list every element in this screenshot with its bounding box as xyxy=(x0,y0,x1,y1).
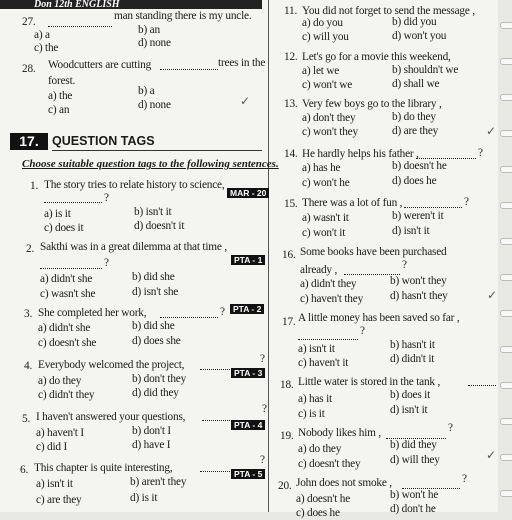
question-mark: ? xyxy=(260,353,265,365)
question-text: Little water is stored in the tank , xyxy=(298,376,441,388)
option-a[interactable]: a) isn't it xyxy=(36,478,73,490)
option-b[interactable]: b) an xyxy=(138,24,160,36)
answer-blank xyxy=(468,376,496,390)
exam-badge: PTA - 4 xyxy=(231,420,265,430)
option-a[interactable]: a) didn't she xyxy=(40,273,93,285)
pencil-tick-mark: ✓ xyxy=(486,448,497,462)
question-text: John does not smoke , xyxy=(296,477,392,489)
question-text-cont: trees in the xyxy=(218,57,266,69)
question-number: 2. xyxy=(26,243,35,255)
exam-badge: PTA - 1 xyxy=(231,255,265,265)
option-d[interactable]: d) is it xyxy=(130,492,158,504)
question-mark: ? xyxy=(360,325,365,337)
option-a[interactable]: a) wasn't it xyxy=(302,212,349,224)
question-mark: ? xyxy=(104,192,109,204)
option-c[interactable]: c) wasn't she xyxy=(40,288,96,300)
answer-blank xyxy=(298,330,358,344)
option-b[interactable]: b) won't he xyxy=(390,489,439,501)
option-d[interactable]: d) are they xyxy=(392,125,439,137)
question-mark: ? xyxy=(478,147,483,159)
option-d[interactable]: d) didn't it xyxy=(390,353,435,365)
question-number: 28. xyxy=(22,63,36,75)
question-text-cont: already , xyxy=(300,264,338,276)
option-a[interactable]: a) isn't it xyxy=(298,343,335,355)
option-d[interactable]: d) isn't it xyxy=(392,225,430,237)
option-c[interactable]: c) did I xyxy=(36,441,68,453)
option-c[interactable]: c) doesn't she xyxy=(38,337,97,349)
question-mark: ? xyxy=(104,257,109,269)
question-number: 17. xyxy=(282,316,296,328)
binder-hole xyxy=(500,238,512,245)
question-number: 16. xyxy=(282,249,296,261)
option-c[interactable]: c) an xyxy=(48,104,70,116)
option-d[interactable]: d) don't he xyxy=(390,503,436,515)
option-a[interactable]: a) didn't she xyxy=(38,322,91,334)
option-b[interactable]: b) weren't it xyxy=(392,210,444,222)
option-d[interactable]: d) does she xyxy=(132,335,181,347)
option-c[interactable]: c) haven't they xyxy=(300,293,364,305)
option-b[interactable]: b) did you xyxy=(392,16,437,28)
answer-blank xyxy=(40,259,102,273)
question-text: Woodcutters are cutting xyxy=(48,59,152,71)
option-c[interactable]: c) won't they xyxy=(302,126,358,138)
question-number: 18. xyxy=(280,379,294,391)
question-text: Everybody welcomed the project, xyxy=(38,359,185,371)
option-a[interactable]: a) didn't they xyxy=(300,278,357,290)
binder-hole xyxy=(500,166,512,173)
question-mark: ? xyxy=(462,473,467,485)
binder-hole xyxy=(500,202,512,209)
pencil-tick-mark: ✓ xyxy=(486,124,497,138)
question-mark: ? xyxy=(402,259,407,271)
question-number: 15. xyxy=(284,198,298,210)
question-text: You did not forget to send the message , xyxy=(302,5,475,17)
option-b[interactable]: b) won't they xyxy=(390,275,447,287)
exam-badge: PTA - 3 xyxy=(231,368,265,378)
option-c[interactable]: c) haven't it xyxy=(298,357,349,369)
section-number: 17. xyxy=(10,133,48,150)
option-b[interactable]: b) shouldn't we xyxy=(392,64,459,76)
option-d[interactable]: d) isn't it xyxy=(390,404,428,416)
pencil-tick-mark: ✓ xyxy=(240,94,251,108)
question-mark: ? xyxy=(448,422,453,434)
option-c[interactable]: c) will you xyxy=(302,31,349,43)
option-c[interactable]: c) are they xyxy=(36,494,82,506)
option-a[interactable]: a) let we xyxy=(302,65,340,77)
binder-hole xyxy=(500,58,512,65)
option-a[interactable]: a) the xyxy=(48,90,73,102)
binder-hole xyxy=(500,274,512,281)
binder-hole xyxy=(500,454,512,461)
answer-blank xyxy=(160,60,218,74)
option-b[interactable]: b) hasn't it xyxy=(390,339,435,351)
question-text: She completed her work, xyxy=(38,307,147,319)
option-a[interactable]: a) a xyxy=(34,29,50,41)
column-divider xyxy=(268,0,269,512)
option-d[interactable]: d) will they xyxy=(390,454,440,466)
option-c[interactable]: c) does it xyxy=(44,222,84,234)
question-number: 14. xyxy=(284,148,298,160)
option-b[interactable]: b) don't I xyxy=(132,425,171,437)
question-number: 6. xyxy=(20,464,29,476)
option-d[interactable]: d) none xyxy=(138,99,171,111)
binder-hole xyxy=(500,346,512,353)
question-number: 4. xyxy=(24,360,33,372)
option-a[interactable]: a) do they xyxy=(298,443,342,455)
exam-badge: PTA - 5 xyxy=(231,469,265,479)
question-text: This chapter is quite interesting, xyxy=(34,462,173,474)
binder-hole xyxy=(500,130,512,137)
question-number: 12. xyxy=(284,51,298,63)
option-d[interactable]: d) did they xyxy=(132,387,179,399)
page-header: Don 12th ENGLISH xyxy=(0,0,262,9)
question-number: 5. xyxy=(22,413,31,425)
question-text: He hardly helps his father , xyxy=(302,148,419,160)
option-b[interactable]: b) did she xyxy=(132,271,175,283)
option-a[interactable]: a) has he xyxy=(302,162,341,174)
question-mark: ? xyxy=(262,403,267,415)
exam-badge: MAR - 20 xyxy=(227,188,269,198)
answer-blank xyxy=(48,17,112,31)
option-c[interactable]: c) is it xyxy=(298,408,325,420)
exam-badge: PTA - 2 xyxy=(230,304,264,314)
option-a[interactable]: a) is it xyxy=(44,208,71,220)
option-c[interactable]: c) won't we xyxy=(302,79,353,91)
option-b[interactable]: b) isn't it xyxy=(134,206,172,218)
option-c[interactable]: c) didn't they xyxy=(38,389,95,401)
option-c[interactable]: c) won't he xyxy=(302,177,350,189)
question-text: A little money has been saved so far , xyxy=(298,312,460,324)
option-d[interactable]: d) shall we xyxy=(392,78,440,90)
question-number: 3. xyxy=(24,308,33,320)
question-text: Let's go for a movie this weekend, xyxy=(302,51,451,63)
option-b[interactable]: b) aren't they xyxy=(130,476,187,488)
option-b[interactable]: b) does it xyxy=(390,389,431,401)
question-text: man standing there is my uncle. xyxy=(114,10,252,22)
section-title: QUESTION TAGS xyxy=(52,133,262,151)
option-d[interactable]: d) have I xyxy=(132,439,171,451)
binder-hole xyxy=(500,94,512,101)
option-c[interactable]: c) doesn't they xyxy=(298,458,361,470)
option-b[interactable]: b) did she xyxy=(132,320,175,332)
option-d[interactable]: d) hasn't they xyxy=(390,290,448,302)
question-text: The story tries to relate history to science, xyxy=(44,179,225,191)
binder-hole xyxy=(500,310,512,317)
question-text: Sakthi was in a great dilemma at that time , xyxy=(40,241,227,253)
option-b[interactable]: b) doesn't he xyxy=(392,160,447,172)
option-d[interactable]: d) doesn't it xyxy=(134,220,185,232)
option-c[interactable]: c) won't it xyxy=(302,227,346,239)
option-c[interactable]: c) the xyxy=(34,42,59,54)
binder-hole xyxy=(500,382,512,389)
option-d[interactable]: d) none xyxy=(138,37,171,49)
section-instruction: Choose suitable question tags to the following sentences. xyxy=(22,158,279,170)
binder-hole xyxy=(500,418,512,425)
question-number: 20. xyxy=(278,480,292,492)
question-text: Some books have been purchased xyxy=(300,246,447,258)
question-text: Nobody likes him , xyxy=(298,427,382,439)
question-text: Very few boys go to the library , xyxy=(302,98,442,110)
answer-blank xyxy=(44,193,102,207)
question-number: 1. xyxy=(30,180,39,192)
question-mark: ? xyxy=(220,306,225,318)
option-b[interactable]: b) a xyxy=(138,85,155,97)
option-d[interactable]: d) won't you xyxy=(392,30,447,42)
option-b[interactable]: b) did they xyxy=(390,439,437,451)
question-mark: ? xyxy=(464,196,469,208)
question-text: I haven't answered your questions, xyxy=(36,411,186,423)
question-text-cont: forest. xyxy=(48,75,76,87)
option-d[interactable]: d) does he xyxy=(392,175,437,187)
question-text: There was a lot of fun , xyxy=(302,197,403,209)
question-number: 27. xyxy=(22,16,36,28)
option-a[interactable]: a) haven't I xyxy=(36,427,84,439)
option-a[interactable]: a) has it xyxy=(298,393,332,405)
pencil-tick-mark: ✓ xyxy=(487,288,498,302)
option-b[interactable]: b) don't they xyxy=(132,373,187,385)
option-a[interactable]: a) do they xyxy=(38,375,82,387)
binder-hole xyxy=(500,490,512,497)
question-number: 19. xyxy=(280,430,294,442)
question-number: 13. xyxy=(284,98,298,110)
question-mark: ? xyxy=(260,454,265,466)
option-b[interactable]: b) do they xyxy=(392,111,436,123)
binder-hole xyxy=(500,22,512,29)
option-a[interactable]: a) do you xyxy=(302,17,343,29)
question-number: 11. xyxy=(284,5,298,17)
option-c[interactable]: c) does he xyxy=(296,507,340,519)
option-a[interactable]: a) don't they xyxy=(302,112,356,124)
option-a[interactable]: a) doesn't he xyxy=(296,493,351,505)
option-d[interactable]: d) isn't she xyxy=(132,286,179,298)
